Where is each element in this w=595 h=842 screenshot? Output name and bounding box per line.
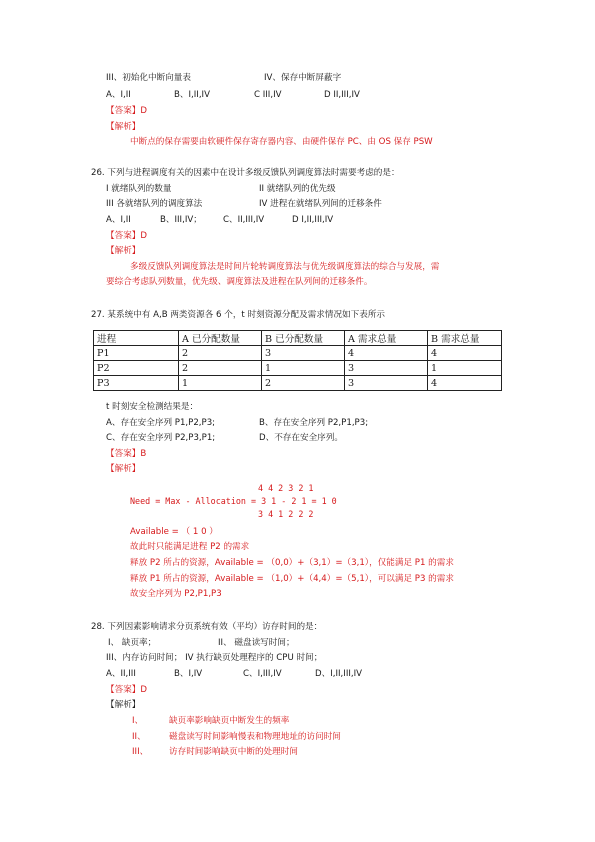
table-cell: P1 [94,346,179,361]
q26-analysis-line-1: 多级反馈队列调度算法是时间片轮转调度算法与优先级调度算法的综合与发展，需 [130,262,440,272]
table-header-cell: A 已分配数量 [179,331,262,346]
q27-option-c: C、存在安全序列 P2,P3,P1; [106,433,216,443]
q27-option-b: B、存在安全序列 P2,P1,P3; [259,418,369,428]
q28-point-1-num: I、 [132,716,144,726]
q25-analysis-label: 【解析】 [106,122,141,132]
q26-option-c: C、II,III,IV [223,215,265,225]
table-cell: 4 [428,376,502,391]
table-header-cell: B 需求总量 [428,331,502,346]
q28-analysis-label: 【解析】 [106,700,141,710]
table-row [94,361,502,376]
q28-point-2: 磁盘读写时间影响慢表和物理地址的访问时间 [169,732,341,742]
q26-item-1: I 就绪队列的数量 [106,184,172,194]
q25-item-4: IV、保存中断屏蔽字 [264,73,342,83]
table-header-cell: 进程 [94,331,179,346]
q27-answer: 【答案】B [106,449,147,459]
q27-analysis-line-c: 释放 P1 所占的资源，Available = （1,0）+（4,4）=（5,1），可以满足 P3 的需求 [130,574,454,584]
q28-item-1: I、 缺页率； [108,638,157,648]
q28-option-b: B、I,IV [174,669,203,679]
q25-option-c: C III,IV [254,90,282,100]
q27-option-a: A、存在安全序列 P1,P2,P3; [106,418,216,428]
q27-analysis-line-a: 故此时只能满足进程 P2 的需求 [130,542,250,552]
q28-items-3-4: III、内存访问时间； IV 执行缺页处理程序的 CPU 时间； [106,653,323,663]
q25-option-a: A、I,II [106,90,131,100]
table-cell: 3 [262,346,345,361]
q26-item-3: III 各就绪队列的调度算法 [106,199,203,209]
q26-analysis-line-2: 要综合考虑队列数量，优先级、调度算法及进程在队列间的迁移条件。 [106,277,373,287]
q26-analysis-label: 【解析】 [106,246,141,256]
table-cell: 4 [345,346,428,361]
table-cell: 1 [428,361,502,376]
table-cell: 2 [179,346,262,361]
table-cell: 2 [262,376,345,391]
table-cell: 3 [345,361,428,376]
need-matrix-row-3: 3 4 1 2 2 2 [258,509,314,519]
q25-item-3: III、初始化中断向量表 [106,73,191,83]
q26-item-4: IV 进程在就绪队列间的迁移条件 [259,199,382,209]
table-header-row [94,331,502,346]
table-row [94,376,502,391]
q26-answer: 【答案】D [106,231,147,241]
table-cell: 2 [179,361,262,376]
table-cell: P2 [94,361,179,376]
q27-analysis-label: 【解析】 [106,464,141,474]
table-row [94,346,502,361]
q25-option-b: B、I,II,IV [174,90,210,100]
q28-option-d: D、I,II,III,IV [315,669,363,679]
need-equation: Need = Max - Allocation = 3 1 - 2 1 = 1 0 [130,496,337,506]
table-cell: 3 [345,376,428,391]
q26-option-d: D I,II,III,IV [292,215,334,225]
q27-analysis-line-d: 故安全序列为 P2,P1,P3 [130,589,222,599]
need-matrix-row-1: 4 4 2 3 2 1 [258,483,314,493]
q28-point-2-num: II、 [132,732,146,742]
q26-item-2: II 就绪队列的优先级 [259,184,336,194]
q27-option-d: D、不存在安全序列。 [259,433,343,443]
allocation-table [93,330,502,391]
q25-analysis: 中断点的保存需要由软硬件保存寄存器内容、由硬件保存 PC、由 OS 保存 PSW [130,137,433,147]
q25-option-d: D II,III,IV [324,90,360,100]
q27-question: 27. 某系统中有 A,B 两类资源各 6 个，t 时刻资源分配及需求情况如下表所示 [91,310,386,320]
table-cell: 4 [428,346,502,361]
q28-question: 28. 下列因素影响请求分页系统有效（平均）访存时间的是： [91,622,323,632]
q26-option-b: B、III,IV； [160,215,202,225]
q28-point-3: 访存时间影响缺页中断的处理时间 [169,747,298,757]
q28-point-1: 缺页率影响缺页中断发生的频率 [169,716,290,726]
q28-point-3-num: III、 [132,747,149,757]
q25-answer: 【答案】D [106,106,147,116]
q26-option-a: A、I,II [106,215,131,225]
table-header-cell: A 需求总量 [345,331,428,346]
available-initial: Available = （ 1 0 ） [130,527,218,537]
q28-option-a: A、II,III [106,669,136,679]
table-cell: P3 [94,376,179,391]
q27-stem: t 时刻安全检测结果是： [106,402,199,412]
q27-analysis-line-b: 释放 P2 所占的资源，Available = （0,0）+（3,1）=（3,1），仅能满足 P1 的需求 [130,558,454,568]
q28-answer: 【答案】D [106,685,147,695]
q28-option-c: C、I,III,IV [243,669,282,679]
table-cell: 1 [179,376,262,391]
q26-question: 26. 下列与进程调度有关的因素中在设计多级反馈队列调度算法时需要考虑的是： [91,168,400,178]
table-cell: 1 [262,361,345,376]
table-header-cell: B 已分配数量 [262,331,345,346]
q28-item-2: II、 磁盘读写时间； [218,638,295,648]
